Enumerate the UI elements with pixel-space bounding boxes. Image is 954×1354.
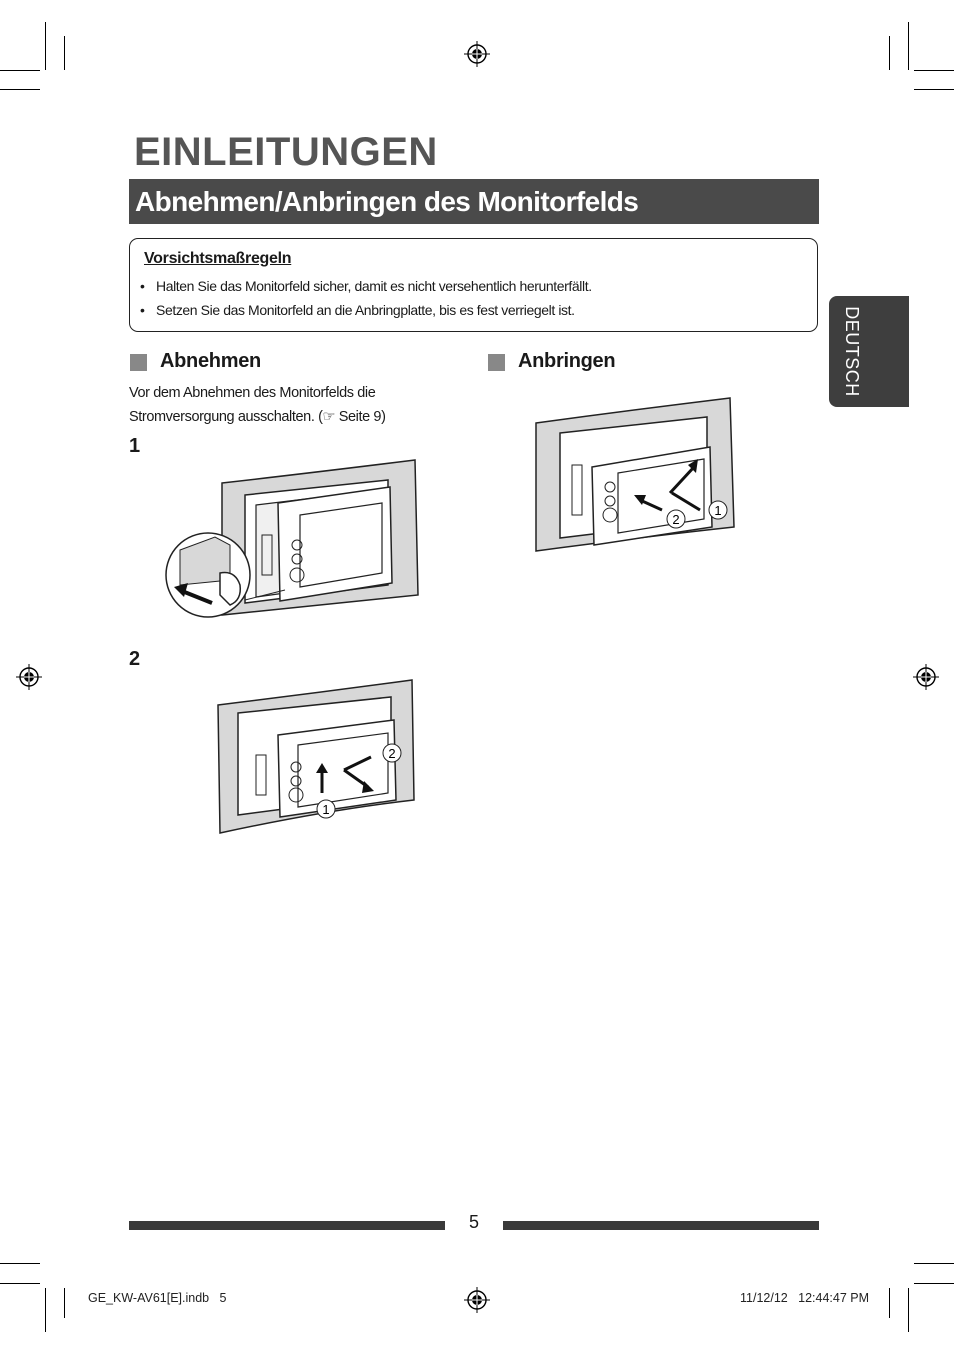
- slug-filename: GE_KW-AV61[E].indb 5: [88, 1291, 227, 1305]
- subsection-marker-icon: [130, 354, 147, 371]
- bullet-icon: •: [140, 302, 145, 318]
- caution-item: [140, 301, 575, 319]
- crop-mark: [914, 1283, 954, 1284]
- registration-mark-icon: [464, 1287, 490, 1313]
- crop-mark: [889, 36, 890, 70]
- crop-mark: [914, 89, 954, 90]
- detach-step2-illustration: [216, 675, 416, 835]
- step-number: 1: [129, 435, 141, 457]
- detach-step1-illustration: [160, 455, 420, 630]
- crop-mark: [0, 89, 40, 90]
- crop-mark: [0, 1263, 40, 1264]
- callout-2: 2: [388, 746, 396, 761]
- registration-mark-icon: [913, 664, 939, 690]
- detach-text-line2: Stromversorgung ausschalten. (☞ Seite 9): [129, 409, 386, 425]
- chapter-title: EINLEITUNGEN: [134, 130, 438, 174]
- crop-mark: [908, 22, 909, 70]
- bullet-icon: •: [140, 278, 145, 294]
- caution-item-text: Halten Sie das Monitorfeld sicher, damit es nicht versehentlich herunterfällt.: [156, 278, 592, 294]
- caution-heading: Vorsichtsmaßregeln: [144, 250, 292, 267]
- slug-timestamp: 11/12/12 12:44:47 PM: [740, 1291, 870, 1305]
- registration-mark-icon: [16, 664, 42, 690]
- crop-mark: [0, 70, 40, 71]
- crop-mark: [0, 1283, 40, 1284]
- callout-1: 1: [322, 802, 330, 817]
- detach-heading: Abnehmen: [160, 350, 261, 372]
- crop-mark: [889, 1288, 890, 1318]
- callout-2: 2: [672, 512, 680, 527]
- crop-mark: [914, 1263, 954, 1264]
- crop-mark: [908, 1288, 909, 1332]
- crop-mark: [914, 70, 954, 71]
- step-number: 2: [129, 648, 141, 670]
- registration-mark-icon: [464, 41, 490, 67]
- crop-mark: [64, 36, 65, 70]
- footer-bar-right: [503, 1221, 819, 1230]
- subsection-marker-icon: [488, 354, 505, 371]
- page-number: 5: [468, 1212, 479, 1232]
- crop-mark: [64, 1288, 65, 1318]
- caution-item-text: Setzen Sie das Monitorfeld an die Anbringplatte, bis es fest verriegelt ist.: [156, 302, 575, 318]
- callout-1: 1: [714, 503, 722, 518]
- attach-illustration: [532, 395, 737, 553]
- crop-mark: [45, 22, 46, 70]
- language-tab-label: [829, 296, 873, 407]
- crop-mark: [45, 1288, 46, 1332]
- caution-item: [140, 277, 592, 295]
- attach-heading: Anbringen: [518, 350, 616, 372]
- language-tab-text: DEUTSCH: [841, 306, 862, 397]
- detach-text-line1: Vor dem Abnehmen des Monitorfelds die: [129, 385, 376, 401]
- section-title: Abnehmen/Anbringen des Monitorfelds: [135, 186, 639, 217]
- footer-bar-left: [129, 1221, 445, 1230]
